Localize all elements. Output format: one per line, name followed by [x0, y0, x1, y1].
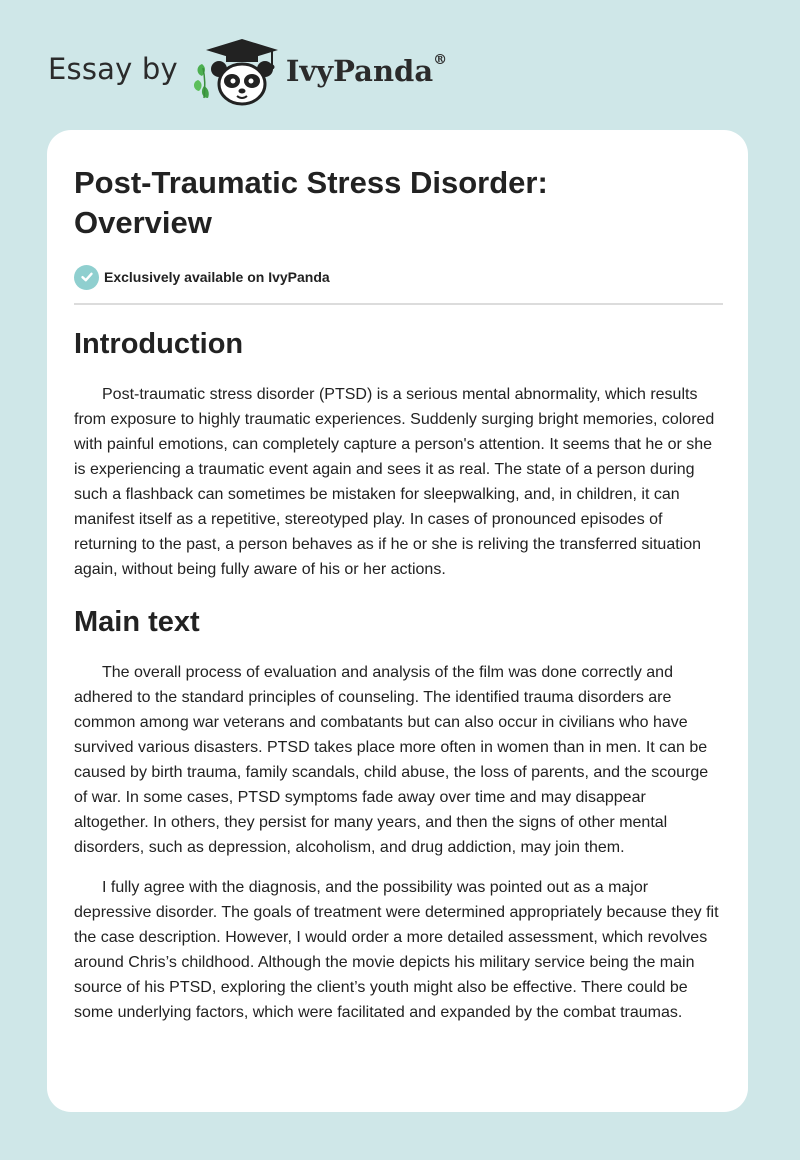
paragraph: I fully agree with the diagnosis, and the possibility was pointed out as a major depressive disorder. The goals of treatment were determined appropriately because they fit the case description. However, I would order a more detailed assessment, which revolves around Chris’s childhood. Although the movie depicts his military service being the main source of his PTSD, exploring the client’s youth might also be effective. There could be some underlying factors, which were facilitated and expanded by the combat traumas.	[74, 879, 719, 1021]
section-heading-main-text: Main text	[74, 606, 200, 638]
paragraph: The overall process of evaluation and analysis of the film was done correctly and adhered to the standard principles of counseling. The identified trauma disorders are common among war veterans and combatants but can also occur in civilians who have survived various disasters. PTSD takes place more often in women than in men. It can be caused by birth trauma, family scandals, child abuse, the loss of parents, and the scourge of war. In some cases, PTSD symptoms fade away over time and may disappear altogether. In others, they persist for many years, and then the signs of other mental disorders, such as depression, alcoholism, and drug addiction, may join them.	[74, 664, 709, 856]
ivypanda-logo[interactable]	[192, 36, 284, 108]
check-icon	[74, 265, 99, 290]
badge-label: Exclusively available on IvyPanda	[104, 269, 330, 285]
section-heading-introduction: Introduction	[74, 328, 244, 360]
registered-mark: ®	[433, 52, 448, 68]
panda-graduate-icon	[192, 36, 284, 108]
title-line-2: Overview	[74, 205, 212, 240]
exclusive-badge	[74, 264, 724, 290]
essay-content	[74, 163, 724, 1025]
site-header	[48, 36, 447, 108]
page-title	[74, 163, 724, 243]
paragraph: Post-traumatic stress disorder (PTSD) is a serious mental abnormality, which results from exposure to highly traumatic experiences. Suddenly surging bright memories, colored with painful emotions, can completely capture a person's attention. It seems that he or she is experiencing a traumatic event again and sees it as real. The state of a person during such a flashback can sometimes be mistaken for sleepwalking, and, in children, it can manifest itself as a repetitive, stereotyped play. In cases of pronounced episodes of returning to the past, a person behaves as if he or she is reliving the transferred situation again, without being fully aware of his or her actions.	[74, 386, 715, 578]
essay-by-label: Essay by	[48, 52, 178, 86]
title-line-1: Post-Traumatic Stress Disorder:	[74, 165, 548, 200]
divider	[74, 303, 723, 305]
ivy-leaf-icon	[194, 64, 209, 98]
essay-card	[47, 130, 748, 1112]
brand-name[interactable]: IvyPanda®	[285, 52, 448, 88]
